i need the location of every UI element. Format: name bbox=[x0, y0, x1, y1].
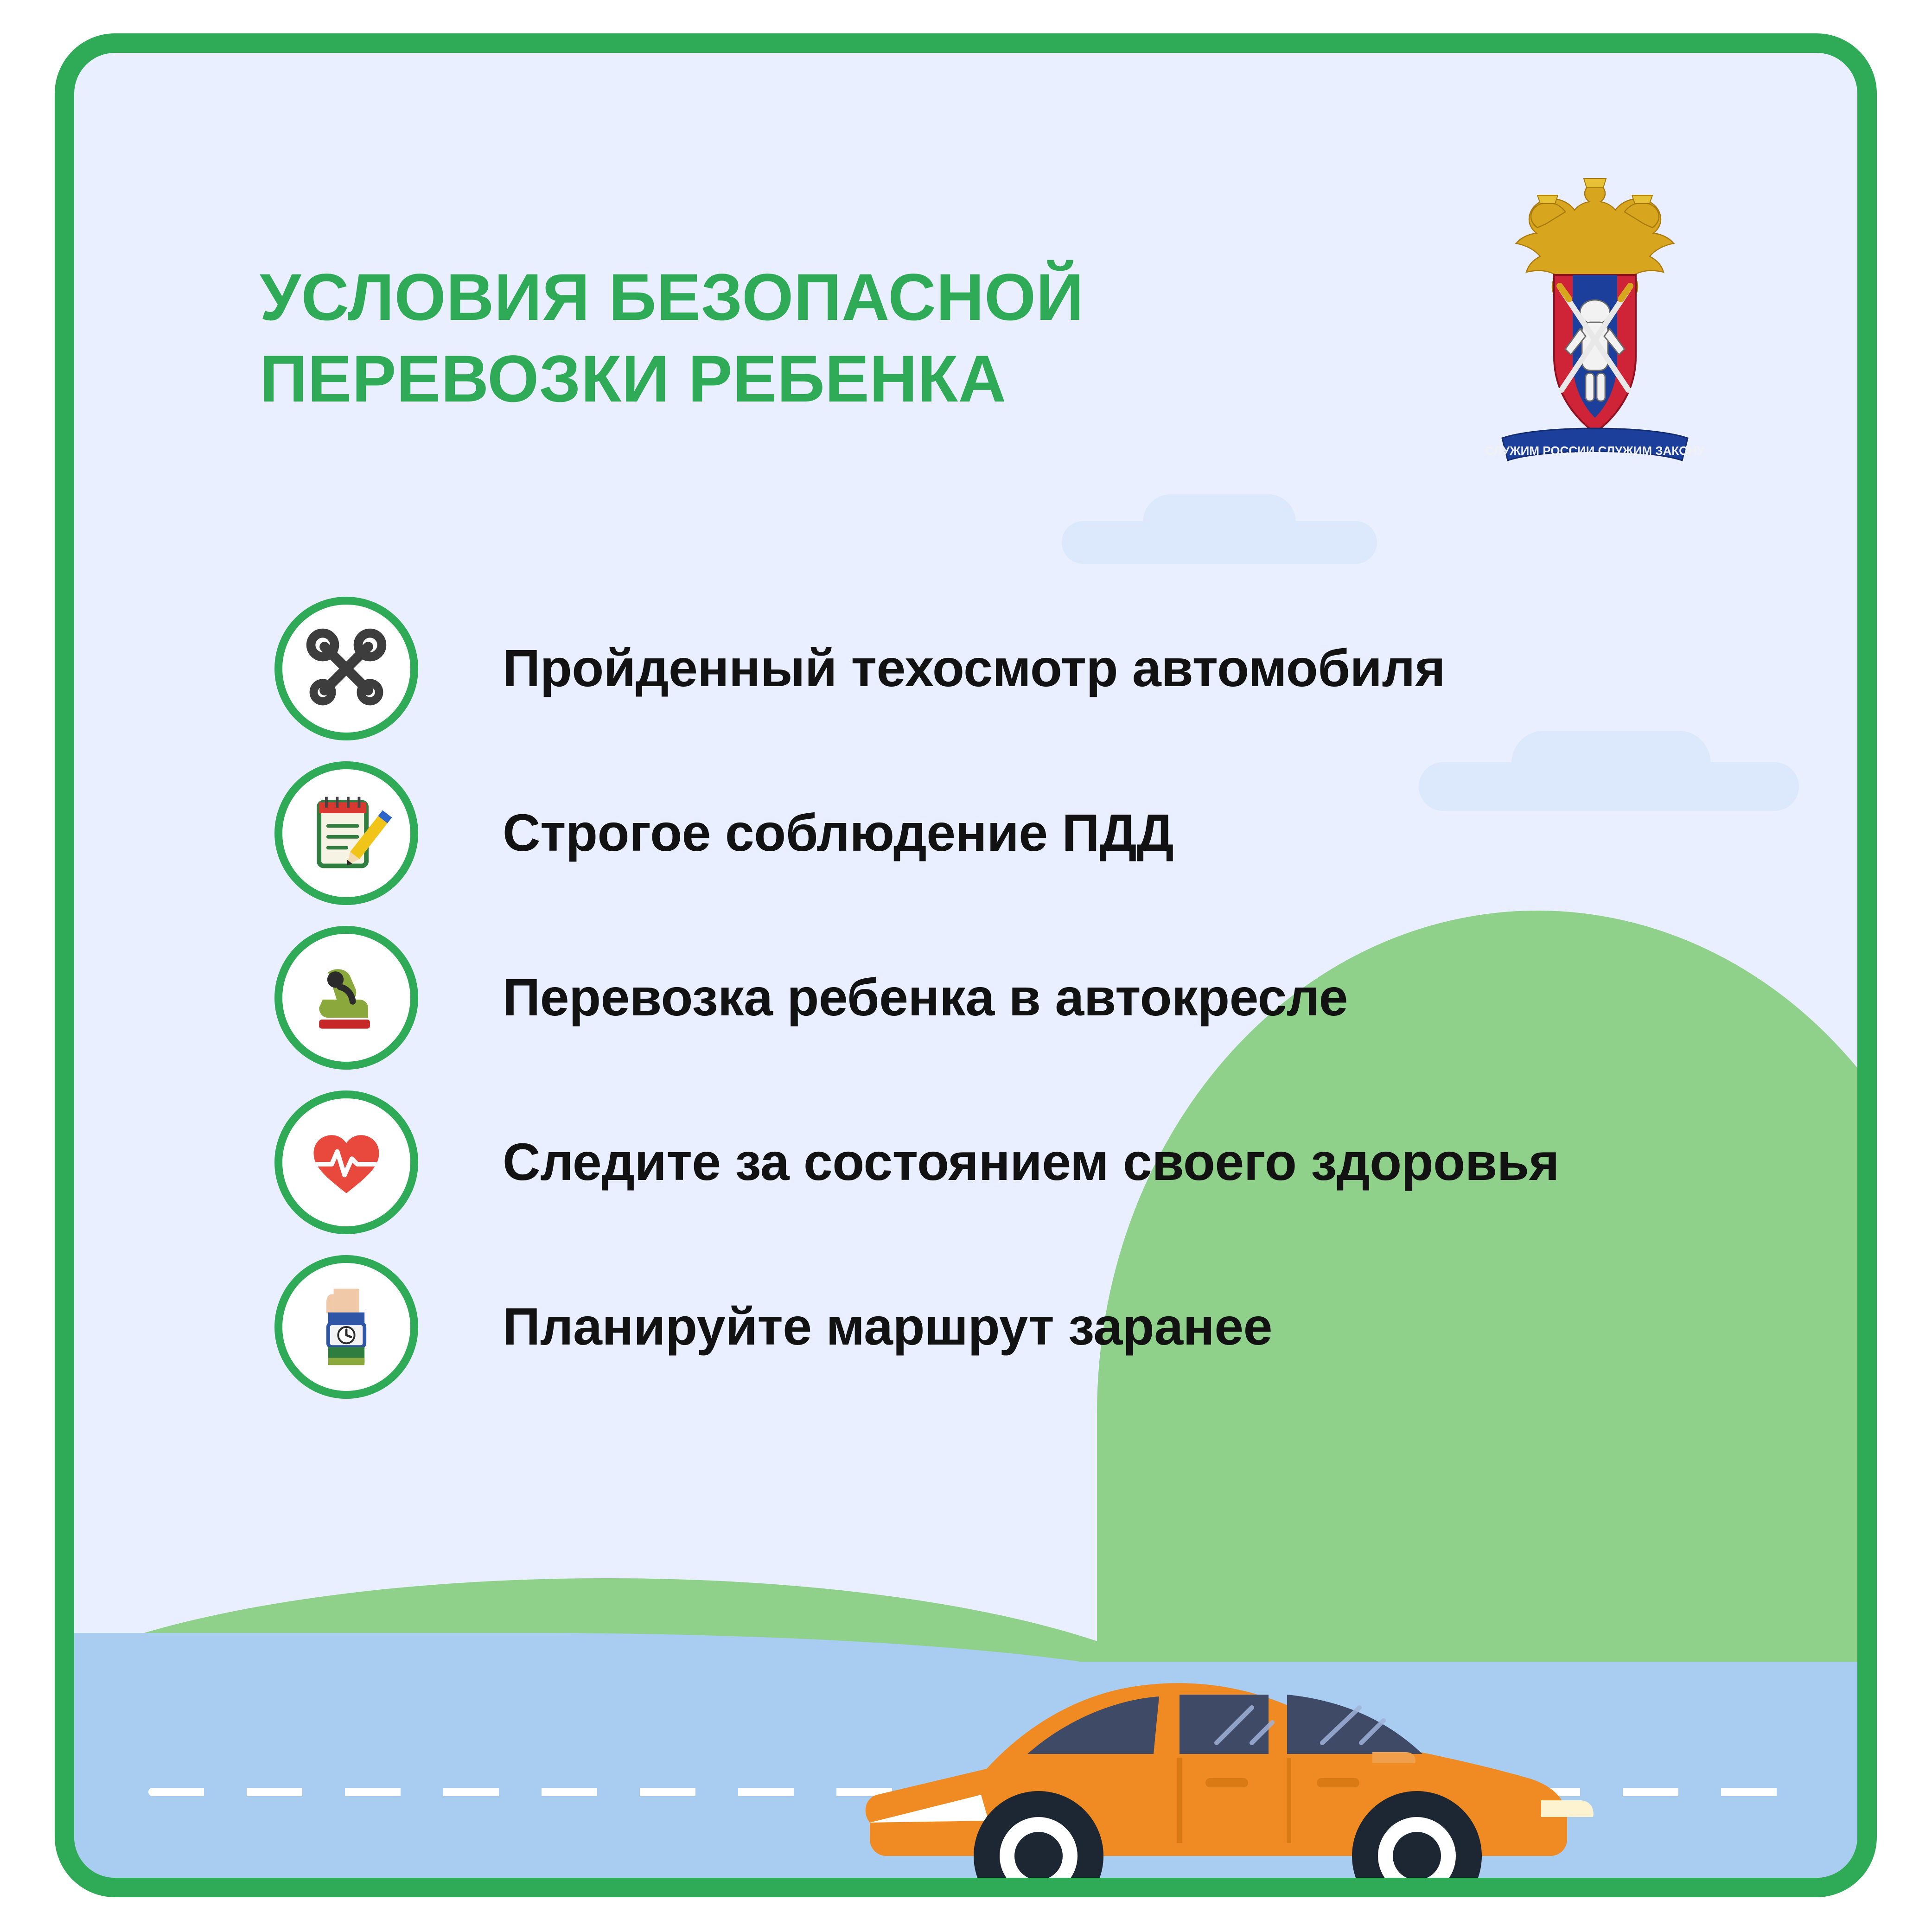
list-item-label: Следите за состоянием своего здоровья bbox=[503, 1133, 1560, 1192]
notepad-pencil-icon bbox=[301, 788, 392, 879]
wrenches-icon bbox=[301, 623, 392, 714]
cloud-icon bbox=[1062, 521, 1377, 564]
child-car-seat-icon bbox=[301, 952, 392, 1043]
icon-badge bbox=[274, 761, 418, 905]
conditions-list bbox=[274, 586, 1712, 1409]
icon-badge bbox=[274, 1255, 418, 1399]
svg-text:СЛУЖИМ РОССИИ СЛУЖИМ ЗАКОНУ: СЛУЖИМ РОССИИ СЛУЖИМ ЗАКОНУ bbox=[1485, 444, 1705, 458]
list-item bbox=[274, 751, 1712, 915]
wristwatch-icon bbox=[301, 1282, 392, 1372]
icon-badge bbox=[274, 926, 418, 1070]
list-item bbox=[274, 1244, 1712, 1409]
list-item bbox=[274, 586, 1712, 751]
icon-badge bbox=[274, 597, 418, 740]
car-illustration bbox=[853, 1604, 1604, 1897]
poster-card bbox=[55, 33, 1877, 1897]
list-item-label: Пройденный техосмотр автомобиля bbox=[503, 639, 1446, 698]
list-item bbox=[274, 915, 1712, 1080]
mvd-emblem-icon bbox=[1474, 171, 1715, 491]
heart-pulse-icon bbox=[301, 1117, 392, 1208]
list-item-label: Строгое соблюдение ПДД bbox=[503, 803, 1174, 862]
list-item-label: Планируйте маршрут заранее bbox=[503, 1297, 1272, 1356]
list-item-label: Перевозка ребенка в автокресле bbox=[503, 968, 1348, 1027]
icon-badge bbox=[274, 1090, 418, 1234]
page-title: УСЛОВИЯ БЕЗОПАСНОЙ ПЕРЕВОЗКИ РЕБЕНКА bbox=[260, 261, 1084, 416]
list-item bbox=[274, 1080, 1712, 1244]
